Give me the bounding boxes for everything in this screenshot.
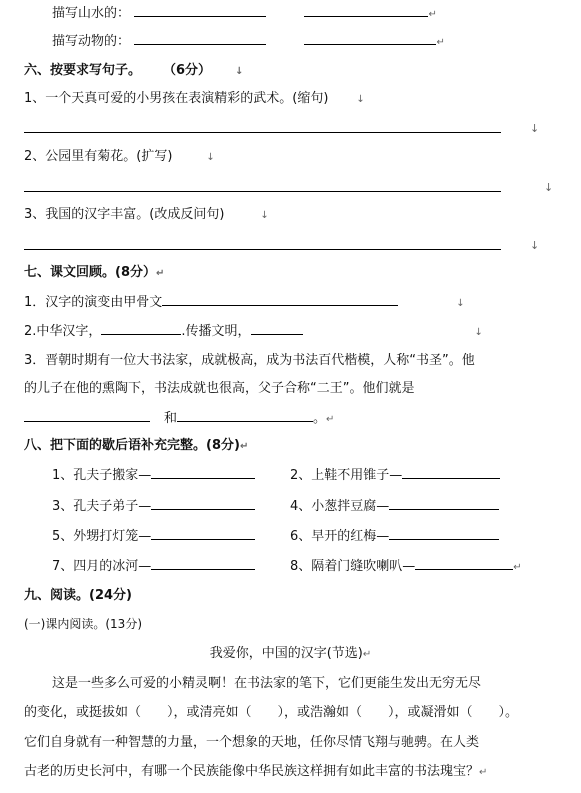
proverb-3: 3、孔夫子弟子—: [52, 497, 255, 516]
blank-landscape-2[interactable]: [304, 4, 428, 17]
para-mark: ↵: [436, 37, 445, 48]
blank-proverb-3[interactable]: [151, 497, 255, 510]
section-7-heading: 七、课文回顾。(8分）↵: [24, 265, 165, 280]
proverb-5: 5、外甥打灯笼—: [52, 527, 255, 546]
proverb-1: 1、孔夫子搬家—: [52, 466, 255, 485]
blank-animal-2[interactable]: [304, 32, 436, 45]
blank-landscape-1[interactable]: [134, 4, 266, 17]
reading-p1: 这是一些多么可爱的小精灵啊！在书法家的笔下，它们更能生发出无穷无尽: [52, 676, 482, 691]
blank-review-5a[interactable]: [24, 409, 150, 422]
blank-proverb-5[interactable]: [151, 527, 255, 540]
arrow-mark: ↓: [544, 181, 554, 194]
blank-proverb-2[interactable]: [402, 466, 500, 479]
arrow-mark: ↓: [530, 122, 540, 135]
fill-line-landscape: [52, 4, 437, 24]
blank-proverb-4[interactable]: [389, 497, 499, 510]
question-6-3: 3、我国的汉字丰富。(改成反问句) ↓: [24, 207, 269, 222]
section-6-score: （6分）: [163, 63, 212, 78]
question-6-1: 1、一个天真可爱的小男孩在表演精彩的武术。(缩句) ↓: [24, 91, 365, 106]
blank-proverb-7[interactable]: [151, 557, 255, 570]
label-landscape: 描写山水的：: [52, 6, 131, 21]
blank-review-2b[interactable]: [251, 322, 303, 335]
proverb-2: 2、上鞋不用锥子—: [290, 466, 500, 485]
blank-proverb-6[interactable]: [389, 527, 499, 540]
review-5: 和 。↵: [24, 409, 334, 429]
review-4: 的儿子在他的熏陶下，书法成就也很高，父子合称“二王”。他们就是: [24, 381, 415, 396]
fill-line-animal: [52, 32, 445, 52]
blank-review-2a[interactable]: [101, 322, 181, 335]
reading-p2: 的变化，或挺拔如（ ），或清亮如（ ），或浩瀚如（ ），或凝滑如（ ）。: [24, 705, 519, 720]
blank-proverb-1[interactable]: [151, 466, 255, 479]
question-6-2: 2、公园里有菊花。(扩写) ↓: [24, 149, 215, 164]
answer-line-6-1[interactable]: [24, 132, 501, 133]
reading-title: 我爱你，中国的汉字(节选)↵: [209, 646, 372, 661]
proverb-7: 7、四月的冰河—: [52, 557, 255, 576]
reading-p4: 古老的历史长河中，有哪一个民族能像中华民族这样拥有如此丰富的书法瑰宝？↵: [24, 764, 488, 779]
section-8-heading: 八、把下面的歇后语补充完整。(8分)↵: [24, 438, 249, 453]
label-animal: 描写动物的：: [52, 34, 131, 49]
section-9-heading: 九、阅读。(24分): [24, 588, 132, 603]
proverb-6: 6、早开的红梅—: [290, 527, 499, 546]
proverb-4: 4、小葱拌豆腐—: [290, 497, 499, 516]
blank-review-1[interactable]: [162, 293, 398, 306]
para-mark: ↵: [428, 9, 437, 20]
arrow-mark: ↓: [530, 239, 540, 252]
review-2: 2.中华汉字， .传播文明， ↓: [24, 324, 483, 339]
blank-review-5b[interactable]: [177, 409, 313, 422]
section-9-sub: (一)课内阅读。(13分): [24, 617, 142, 631]
proverb-8: 8、隔着门缝吹喇叭— ↵: [290, 559, 522, 574]
answer-line-6-3[interactable]: [24, 249, 501, 250]
reading-p3: 它们自身就有一种智慧的力量，一个想象的天地，任你尽情飞翔与驰骋。在人类: [24, 735, 480, 750]
review-1: 1．汉字的演变由甲骨文 ↓: [24, 295, 465, 310]
section-6-heading: 六、按要求写句子。 （6分） ↓: [24, 63, 244, 78]
answer-line-6-2[interactable]: [24, 191, 501, 192]
blank-proverb-8[interactable]: [415, 557, 513, 570]
blank-animal-1[interactable]: [134, 32, 266, 45]
review-3: 3．晋朝时期有一位大书法家，成就极高，成为书法百代楷模，人称“书圣”。他: [24, 353, 475, 368]
